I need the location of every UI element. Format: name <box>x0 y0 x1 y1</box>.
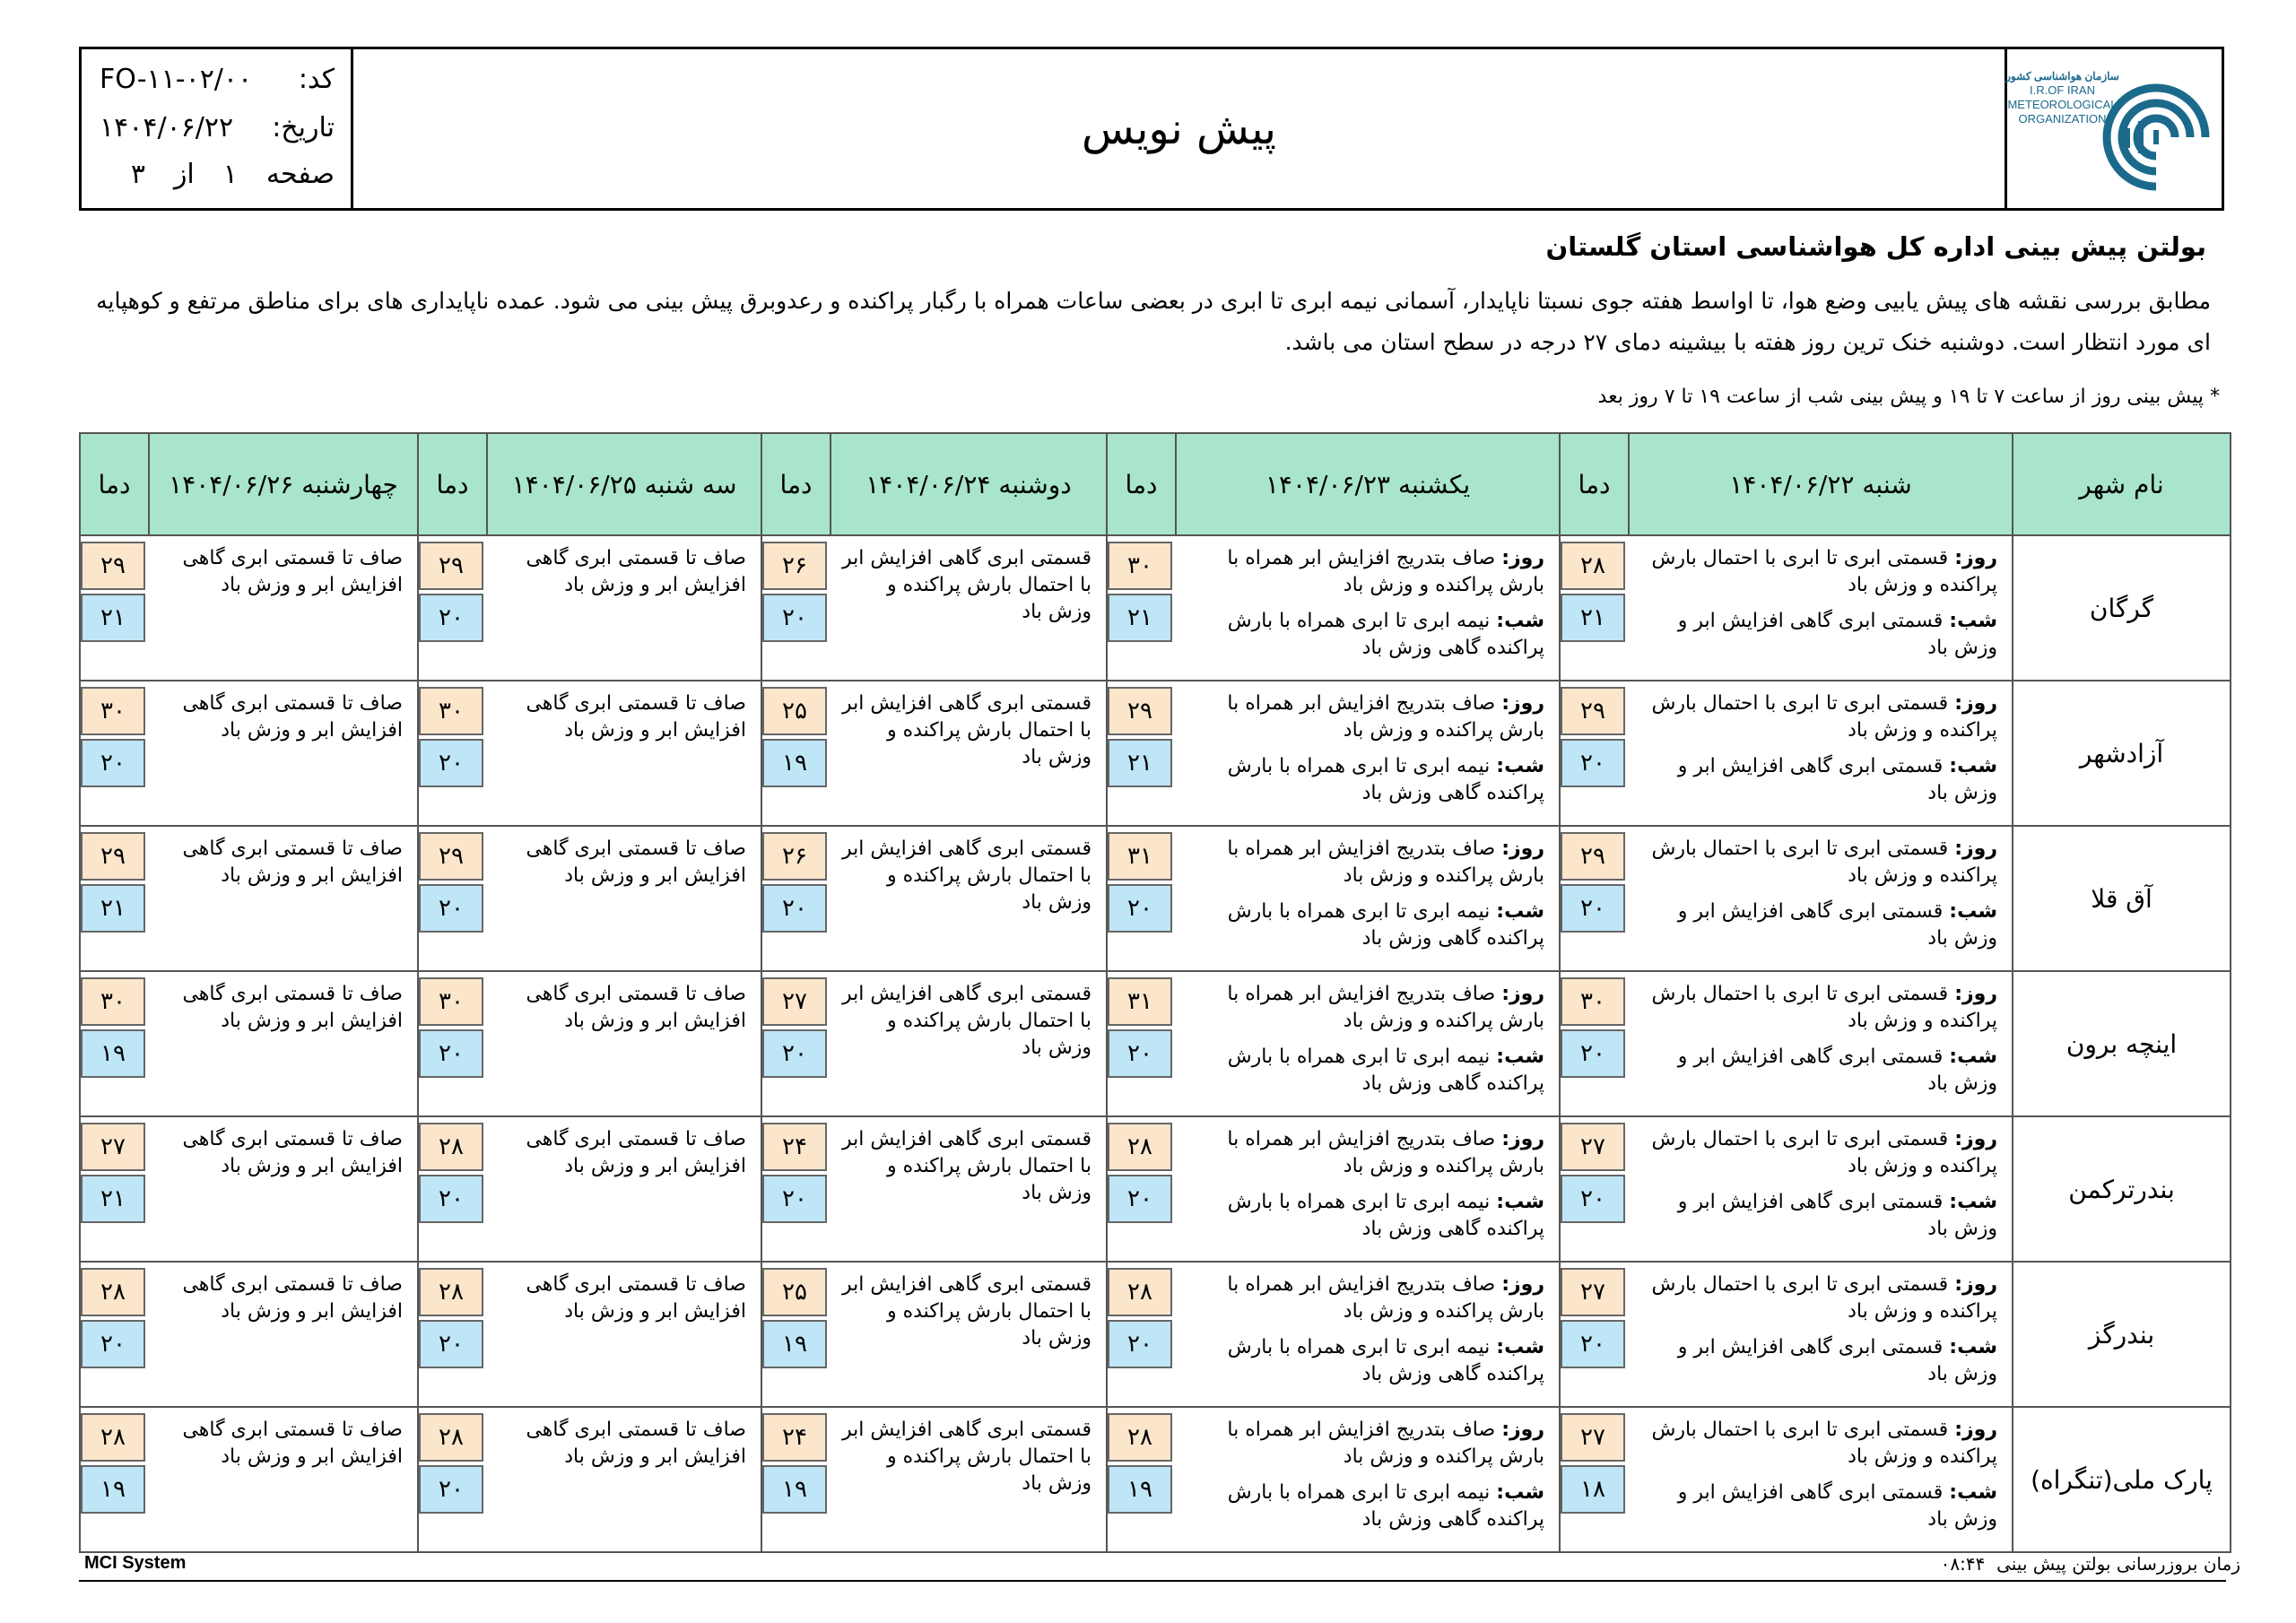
day-header: چهارشنبه ۱۴۰۴/۰۶/۲۶ <box>149 433 418 535</box>
temperature-cell <box>761 826 831 971</box>
max-temp: ۲۹ <box>1561 687 1625 735</box>
city-name: آزادشهر <box>2013 681 2231 826</box>
temperature-cell <box>418 535 487 681</box>
night-forecast <box>1183 898 1544 952</box>
city-name: اینچه برون <box>2013 971 2231 1116</box>
min-temp: ۲۰ <box>419 1320 483 1368</box>
night-forecast <box>1636 753 1997 807</box>
forecast-description: قسمتی ابری گاهی افزایش ابر با احتمال بارش پراکنده و وزش باد <box>831 1116 1107 1262</box>
max-temp: ۳۰ <box>81 977 145 1026</box>
night-text: نیمه ابری تا ابری همراه با بارش پراکنده گاهی وزش باد <box>1227 1336 1544 1385</box>
forecast-description: صاف تا قسمتی ابری گاهی افزایش ابر و وزش باد <box>487 1116 761 1262</box>
page-current: ۱ <box>222 159 238 190</box>
forecast-description: قسمتی ابری گاهی افزایش ابر با احتمال بارش پراکنده و وزش باد <box>831 971 1107 1116</box>
max-temp: ۲۴ <box>762 1413 827 1462</box>
day-text: قسمتی ابری تا ابری با احتمال بارش پراکنده و وزش باد <box>1651 838 1997 887</box>
night-text: قسمتی ابری گاهی افزایش ابر و وزش باد <box>1677 1191 1997 1240</box>
page-of: از <box>173 159 195 190</box>
forecast-description: صاف تا قسمتی ابری گاهی افزایش ابر و وزش باد <box>487 681 761 826</box>
temp-header: دما <box>80 433 149 535</box>
night-label: شب: <box>1496 610 1544 632</box>
code-row <box>100 64 335 95</box>
temperature-cell <box>418 1407 487 1552</box>
forecast-description <box>1176 681 1560 826</box>
max-temp: ۲۹ <box>81 542 145 590</box>
forecast-note: * پیش بینی روز از ساعت ۷ تا ۱۹ و پیش بینی شب از ساعت ۱۹ تا ۷ روز بعد <box>1597 386 2220 408</box>
day-forecast <box>1183 836 1544 890</box>
temperature-cell <box>80 1116 149 1262</box>
day-header: شنبه ۱۴۰۴/۰۶/۲۲ <box>1629 433 2013 535</box>
day-header: یکشنبه ۱۴۰۴/۰۶/۲۳ <box>1176 433 1560 535</box>
night-label: شب: <box>1496 900 1544 923</box>
night-forecast <box>1183 753 1544 807</box>
forecast-description: صاف تا قسمتی ابری گاهی افزایش ابر و وزش باد <box>149 826 418 971</box>
night-label: شب: <box>1949 1336 1997 1358</box>
temperature-cell <box>761 535 831 681</box>
night-forecast <box>1636 1189 1997 1243</box>
day-label: روز: <box>1501 692 1544 715</box>
min-temp: ۲۰ <box>1561 1029 1625 1078</box>
forecast-description: صاف تا قسمتی ابری گاهی افزایش ابر و وزش باد <box>149 1407 418 1552</box>
night-label: شب: <box>1496 755 1544 777</box>
max-temp: ۳۰ <box>81 687 145 735</box>
day-text: صاف بتدریج افزایش ابر همراه با بارش پراکنده و وزش باد <box>1227 1273 1544 1323</box>
city-header: نام شهر <box>2013 433 2231 535</box>
max-temp: ۳۱ <box>1108 832 1172 881</box>
forecast-description <box>1176 1407 1560 1552</box>
day-label: روز: <box>1501 1419 1544 1441</box>
city-name: آق قلا <box>2013 826 2231 971</box>
min-temp: ۲۰ <box>1561 739 1625 787</box>
forecast-description <box>1629 681 2013 826</box>
night-text: نیمه ابری تا ابری همراه با بارش پراکنده گاهی وزش باد <box>1227 1191 1544 1240</box>
update-time-value: ۰۸:۴۴ <box>1940 1553 1986 1575</box>
max-temp: ۲۵ <box>762 1268 827 1316</box>
min-temp: ۲۱ <box>1561 594 1625 642</box>
max-temp: ۲۸ <box>1561 542 1625 590</box>
max-temp: ۲۸ <box>419 1413 483 1462</box>
night-text: نیمه ابری تا ابری همراه با بارش پراکنده گاهی وزش باد <box>1227 900 1544 950</box>
day-text: صاف بتدریج افزایش ابر همراه با بارش پراکنده و وزش باد <box>1227 1128 1544 1177</box>
max-temp: ۲۴ <box>762 1123 827 1171</box>
day-label: روز: <box>1954 983 1997 1005</box>
temp-header: دما <box>418 433 487 535</box>
min-temp: ۲۰ <box>1108 1175 1172 1223</box>
day-header: دوشنبه ۱۴۰۴/۰۶/۲۴ <box>831 433 1107 535</box>
forecast-description: قسمتی ابری گاهی افزایش ابر با احتمال بارش پراکنده و وزش باد <box>831 535 1107 681</box>
day-forecast <box>1636 1417 1997 1471</box>
forecast-description: قسمتی ابری گاهی افزایش ابر با احتمال بارش پراکنده و وزش باد <box>831 681 1107 826</box>
max-temp: ۲۹ <box>1108 687 1172 735</box>
city-name: بندرگز <box>2013 1262 2231 1407</box>
temperature-cell <box>418 681 487 826</box>
min-temp: ۲۰ <box>81 1320 145 1368</box>
min-temp: ۲۰ <box>1108 884 1172 933</box>
table-row <box>80 971 2231 1116</box>
forecast-description <box>1176 1116 1560 1262</box>
max-temp: ۲۸ <box>1108 1123 1172 1171</box>
day-label: روز: <box>1501 1128 1544 1150</box>
night-text: قسمتی ابری گاهی افزایش ابر و وزش باد <box>1677 1046 1997 1095</box>
forecast-description <box>1176 971 1560 1116</box>
forecast-description: صاف تا قسمتی ابری گاهی افزایش ابر و وزش باد <box>487 971 761 1116</box>
max-temp: ۳۰ <box>1108 542 1172 590</box>
meteorological-logo-icon <box>2100 65 2213 195</box>
night-text: نیمه ابری تا ابری همراه با بارش پراکنده گاهی وزش باد <box>1227 610 1544 659</box>
max-temp: ۲۸ <box>419 1123 483 1171</box>
temperature-cell <box>761 1262 831 1407</box>
day-text: صاف بتدریج افزایش ابر همراه با بارش پراکنده و وزش باد <box>1227 838 1544 887</box>
night-text: قسمتی ابری گاهی افزایش ابر و وزش باد <box>1677 755 1997 804</box>
forecast-description: صاف تا قسمتی ابری گاهی افزایش ابر و وزش باد <box>487 826 761 971</box>
temperature-cell <box>1560 1262 1629 1407</box>
document-header <box>79 47 2224 211</box>
forecast-description <box>1629 535 2013 681</box>
day-forecast <box>1636 981 1997 1035</box>
forecast-description: صاف تا قسمتی ابری گاهی افزایش ابر و وزش باد <box>149 681 418 826</box>
min-temp: ۱۹ <box>1108 1465 1172 1514</box>
page-title: پیش نویس <box>1081 103 1276 154</box>
night-label: شب: <box>1949 755 1997 777</box>
forecast-description <box>1629 971 2013 1116</box>
max-temp: ۲۶ <box>762 832 827 881</box>
forecast-description: صاف تا قسمتی ابری گاهی افزایش ابر و وزش باد <box>149 971 418 1116</box>
page-row <box>100 159 335 190</box>
min-temp: ۲۰ <box>419 739 483 787</box>
day-text: قسمتی ابری تا ابری با احتمال بارش پراکنده و وزش باد <box>1651 983 1997 1032</box>
page-label: صفحه <box>265 159 335 190</box>
forecast-description: صاف تا قسمتی ابری گاهی افزایش ابر و وزش باد <box>487 1407 761 1552</box>
day-forecast <box>1183 1417 1544 1471</box>
table-header-row <box>80 433 2231 535</box>
min-temp: ۲۱ <box>81 594 145 642</box>
min-temp: ۲۱ <box>1108 594 1172 642</box>
logo-en-line3: ORGANIZATION <box>2018 112 2107 126</box>
max-temp: ۲۷ <box>1561 1123 1625 1171</box>
min-temp: ۱۸ <box>1561 1465 1625 1514</box>
night-label: شب: <box>1949 900 1997 923</box>
date-row <box>100 112 335 143</box>
temperature-cell <box>1560 535 1629 681</box>
day-forecast <box>1183 1271 1544 1325</box>
temperature-cell <box>80 826 149 971</box>
day-text: صاف بتدریج افزایش ابر همراه با بارش پراکنده و وزش باد <box>1227 547 1544 596</box>
min-temp: ۱۹ <box>81 1029 145 1078</box>
day-label: روز: <box>1954 1128 1997 1150</box>
temperature-cell <box>418 1262 487 1407</box>
min-temp: ۲۰ <box>1108 1320 1172 1368</box>
day-text: صاف بتدریج افزایش ابر همراه با بارش پراکنده و وزش باد <box>1227 692 1544 742</box>
min-temp: ۱۹ <box>762 739 827 787</box>
city-name: پارک ملی(تنگراه) <box>2013 1407 2231 1552</box>
night-text: قسمتی ابری گاهی افزایش ابر و وزش باد <box>1677 1481 1997 1531</box>
forecast-description: صاف تا قسمتی ابری گاهی افزایش ابر و وزش باد <box>149 1116 418 1262</box>
day-text: صاف بتدریج افزایش ابر همراه با بارش پراکنده و وزش باد <box>1227 1419 1544 1468</box>
temperature-cell <box>1107 681 1176 826</box>
min-temp: ۲۰ <box>419 1465 483 1514</box>
night-forecast <box>1183 1044 1544 1098</box>
forecast-summary: مطابق بررسی نقشه های پیش یابیی وضع هوا، تا اواسط هفته جوی نسبتا ناپایدار، آسمانی نیمه ابری تا ابری در بعضی ساعات همراه با رگبار پراکنده و رعدوبرق پیش بینی می شود. عمده ناپایداری های برای مناطق مرتفع و کوهپایه ای مورد انتظار است. دوشنبه خنک ترین روز هفته با بیشینه دمای ۲۷ درجه در سطح استان می باشد. <box>96 288 2211 355</box>
logo-cell <box>2005 49 2222 208</box>
logo-fa-text: سازمان هواشناسی کشور <box>2005 70 2119 82</box>
night-forecast <box>1183 1334 1544 1388</box>
date-label: تاریخ: <box>272 112 335 143</box>
table-row <box>80 1116 2231 1262</box>
max-temp: ۲۷ <box>762 977 827 1026</box>
night-forecast <box>1183 608 1544 662</box>
forecast-description: صاف تا قسمتی ابری گاهی افزایش ابر و وزش باد <box>487 535 761 681</box>
night-text: نیمه ابری تا ابری همراه با بارش پراکنده گاهی وزش باد <box>1227 1481 1544 1531</box>
min-temp: ۲۰ <box>762 1175 827 1223</box>
forecast-table <box>79 432 2231 1553</box>
max-temp: ۲۹ <box>81 832 145 881</box>
forecast-description <box>1176 1262 1560 1407</box>
night-label: شب: <box>1949 1481 1997 1504</box>
temp-header: دما <box>761 433 831 535</box>
max-temp: ۲۵ <box>762 687 827 735</box>
code-label: کد: <box>298 64 335 95</box>
max-temp: ۲۹ <box>419 542 483 590</box>
min-temp: ۱۹ <box>762 1320 827 1368</box>
city-name: گرگان <box>2013 535 2231 681</box>
min-temp: ۲۱ <box>1108 739 1172 787</box>
day-label: روز: <box>1501 838 1544 860</box>
table-row <box>80 1262 2231 1407</box>
max-temp: ۲۸ <box>1108 1413 1172 1462</box>
document-info-cell <box>82 49 353 208</box>
forecast-description <box>1176 535 1560 681</box>
forecast-description: قسمتی ابری گاهی افزایش ابر با احتمال بارش پراکنده و وزش باد <box>831 1407 1107 1552</box>
temperature-cell <box>1107 1116 1176 1262</box>
min-temp: ۲۱ <box>81 884 145 933</box>
temperature-cell <box>1107 826 1176 971</box>
temperature-cell <box>418 971 487 1116</box>
day-label: روز: <box>1954 1273 1997 1296</box>
temperature-cell <box>1560 826 1629 971</box>
max-temp: ۳۰ <box>419 687 483 735</box>
max-temp: ۲۹ <box>1561 832 1625 881</box>
night-label: شب: <box>1949 1191 1997 1213</box>
forecast-description <box>1629 826 2013 971</box>
day-forecast <box>1183 690 1544 744</box>
night-text: قسمتی ابری گاهی افزایش ابر و وزش باد <box>1677 900 1997 950</box>
max-temp: ۲۸ <box>419 1268 483 1316</box>
night-text: نیمه ابری تا ابری همراه با بارش پراکنده گاهی وزش باد <box>1227 1046 1544 1095</box>
max-temp: ۲۷ <box>1561 1268 1625 1316</box>
day-text: قسمتی ابری تا ابری با احتمال بارش پراکنده و وزش باد <box>1651 547 1997 596</box>
max-temp: ۲۸ <box>81 1413 145 1462</box>
temperature-cell <box>1560 681 1629 826</box>
min-temp: ۲۰ <box>419 1029 483 1078</box>
bulletin-title: بولتن پیش بینی اداره کل هواشناسی استان گلستان <box>1545 231 2206 262</box>
temp-header: دما <box>1107 433 1176 535</box>
day-forecast <box>1183 1126 1544 1180</box>
temperature-cell <box>1107 1407 1176 1552</box>
logo-en-line1: I.R.OF IRAN <box>2030 83 2095 97</box>
code-value: FO-۱۱-۰۲/۰۰ <box>100 64 253 95</box>
forecast-description <box>1176 826 1560 971</box>
day-text: قسمتی ابری تا ابری با احتمال بارش پراکنده و وزش باد <box>1651 692 1997 742</box>
night-label: شب: <box>1496 1481 1544 1504</box>
forecast-description <box>1629 1116 2013 1262</box>
night-text: نیمه ابری تا ابری همراه با بارش پراکنده گاهی وزش باد <box>1227 755 1544 804</box>
page-total: ۳ <box>130 159 145 190</box>
night-label: شب: <box>1496 1046 1544 1068</box>
temperature-cell <box>761 1407 831 1552</box>
day-forecast <box>1636 1271 1997 1325</box>
day-forecast <box>1636 1126 1997 1180</box>
night-label: شب: <box>1496 1336 1544 1358</box>
min-temp: ۲۰ <box>419 594 483 642</box>
day-label: روز: <box>1954 547 1997 569</box>
temperature-cell <box>761 681 831 826</box>
temperature-cell <box>1107 535 1176 681</box>
min-temp: ۱۹ <box>762 1465 827 1514</box>
day-label: روز: <box>1501 983 1544 1005</box>
night-forecast <box>1636 1480 1997 1533</box>
min-temp: ۲۰ <box>762 594 827 642</box>
day-text: صاف بتدریج افزایش ابر همراه با بارش پراکنده و وزش باد <box>1227 983 1544 1032</box>
temp-header: دما <box>1560 433 1629 535</box>
update-label: زمان بروزرسانی بولتن پیش بینی <box>1996 1553 2240 1575</box>
forecast-description <box>1629 1407 2013 1552</box>
city-name: بندرترکمن <box>2013 1116 2231 1262</box>
day-forecast <box>1183 545 1544 599</box>
system-label: MCI System <box>84 1553 187 1573</box>
max-temp: ۳۱ <box>1108 977 1172 1026</box>
night-text: قسمتی ابری گاهی افزایش ابر و وزش باد <box>1677 610 1997 659</box>
day-header: سه شنبه ۱۴۰۴/۰۶/۲۵ <box>487 433 761 535</box>
min-temp: ۲۰ <box>1561 1175 1625 1223</box>
night-forecast <box>1636 1044 1997 1098</box>
night-forecast <box>1636 898 1997 952</box>
max-temp: ۲۸ <box>1108 1268 1172 1316</box>
night-forecast <box>1183 1189 1544 1243</box>
forecast-description: صاف تا قسمتی ابری گاهی افزایش ابر و وزش باد <box>149 1262 418 1407</box>
temperature-cell <box>1560 971 1629 1116</box>
max-temp: ۲۷ <box>81 1123 145 1171</box>
day-forecast <box>1636 690 1997 744</box>
night-forecast <box>1636 1334 1997 1388</box>
forecast-description: صاف تا قسمتی ابری گاهی افزایش ابر و وزش باد <box>149 535 418 681</box>
day-text: قسمتی ابری تا ابری با احتمال بارش پراکنده و وزش باد <box>1651 1273 1997 1323</box>
night-forecast <box>1183 1480 1544 1533</box>
forecast-description: صاف تا قسمتی ابری گاهی افزایش ابر و وزش باد <box>487 1262 761 1407</box>
table-row <box>80 1407 2231 1552</box>
date-value: ۱۴۰۴/۰۶/۲۲ <box>100 112 234 143</box>
logo-en-line2: METEOROLOGICAL <box>2007 98 2118 111</box>
temperature-cell <box>418 826 487 971</box>
max-temp: ۲۹ <box>419 832 483 881</box>
temperature-cell <box>761 1116 831 1262</box>
min-temp: ۲۰ <box>419 884 483 933</box>
min-temp: ۲۱ <box>81 1175 145 1223</box>
min-temp: ۱۹ <box>81 1465 145 1514</box>
night-label: شب: <box>1949 1046 1997 1068</box>
max-temp: ۳۰ <box>1561 977 1625 1026</box>
footer-divider <box>79 1580 2226 1582</box>
temperature-cell <box>1107 1262 1176 1407</box>
day-label: روز: <box>1954 1419 1997 1441</box>
min-temp: ۲۰ <box>1108 1029 1172 1078</box>
night-label: شب: <box>1496 1191 1544 1213</box>
temperature-cell <box>1560 1116 1629 1262</box>
forecast-description <box>1629 1262 2013 1407</box>
day-forecast <box>1636 836 1997 890</box>
night-forecast <box>1636 608 1997 662</box>
forecast-description: قسمتی ابری گاهی افزایش ابر با احتمال بارش پراکنده و وزش باد <box>831 826 1107 971</box>
day-text: قسمتی ابری تا ابری با احتمال بارش پراکنده و وزش باد <box>1651 1419 1997 1468</box>
day-label: روز: <box>1954 692 1997 715</box>
temperature-cell <box>80 681 149 826</box>
max-temp: ۲۶ <box>762 542 827 590</box>
day-forecast <box>1636 545 1997 599</box>
min-temp: ۲۰ <box>1561 1320 1625 1368</box>
day-label: روز: <box>1954 838 1997 860</box>
day-forecast <box>1183 981 1544 1035</box>
temperature-cell <box>418 1116 487 1262</box>
day-text: قسمتی ابری تا ابری با احتمال بارش پراکنده و وزش باد <box>1651 1128 1997 1177</box>
table-row <box>80 826 2231 971</box>
min-temp: ۲۰ <box>762 1029 827 1078</box>
min-temp: ۲۰ <box>81 739 145 787</box>
temperature-cell <box>1107 971 1176 1116</box>
table-row <box>80 535 2231 681</box>
min-temp: ۲۰ <box>419 1175 483 1223</box>
night-label: شب: <box>1949 610 1997 632</box>
forecast-description: قسمتی ابری گاهی افزایش ابر با احتمال بارش پراکنده و وزش باد <box>831 1262 1107 1407</box>
temperature-cell <box>761 971 831 1116</box>
temperature-cell <box>1560 1407 1629 1552</box>
night-text: قسمتی ابری گاهی افزایش ابر و وزش باد <box>1677 1336 1997 1385</box>
temperature-cell <box>80 1262 149 1407</box>
max-temp: ۳۰ <box>419 977 483 1026</box>
max-temp: ۲۷ <box>1561 1413 1625 1462</box>
min-temp: ۲۰ <box>1561 884 1625 933</box>
temperature-cell <box>80 535 149 681</box>
day-label: روز: <box>1501 1273 1544 1296</box>
max-temp: ۲۸ <box>81 1268 145 1316</box>
update-time <box>1941 1553 2240 1575</box>
table-row <box>80 681 2231 826</box>
day-label: روز: <box>1501 547 1544 569</box>
temperature-cell <box>80 971 149 1116</box>
temperature-cell <box>80 1407 149 1552</box>
min-temp: ۲۰ <box>762 884 827 933</box>
